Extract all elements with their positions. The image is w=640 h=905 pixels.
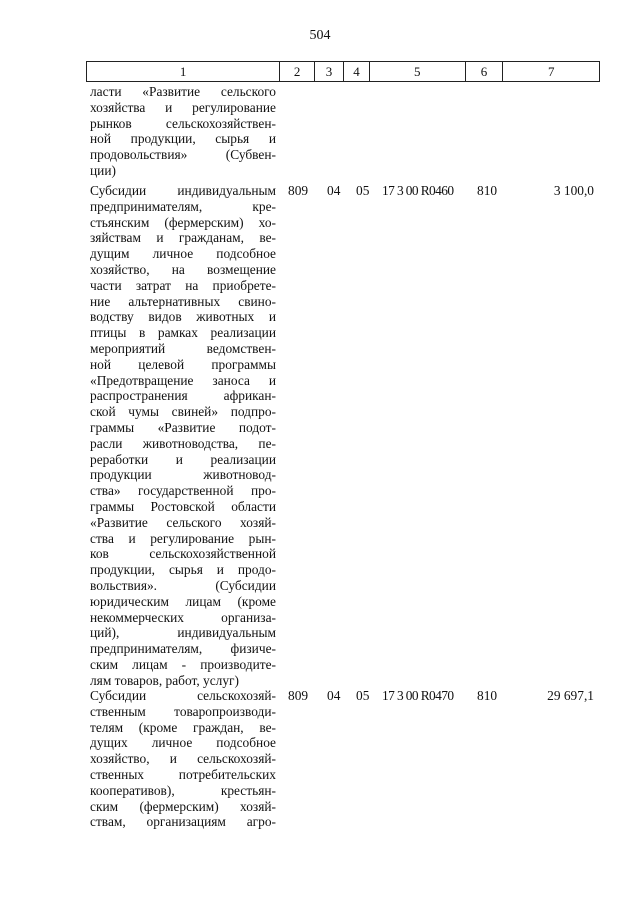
description-line: ние альтернативных свино- — [90, 293, 276, 309]
description-line: граммы Ростовской области — [90, 498, 276, 514]
cell-razdel: 04 — [327, 183, 341, 198]
description-line: Субсидии индивидуальным — [90, 183, 276, 198]
description-line: зяйствам и гражданам, ве- — [90, 230, 276, 246]
header-col-7: 7 — [547, 63, 555, 79]
description-line: хозяйства и регулирование — [90, 99, 276, 115]
header-col-4: 4 — [344, 62, 370, 81]
cell-glava: 809 — [288, 688, 309, 703]
header-col-1: 1 — [87, 62, 280, 81]
description-line: хозяйство, на возмещение — [90, 261, 276, 277]
description-line: юридическим лицам (кроме — [90, 593, 276, 609]
description-line: реработки и реализации — [90, 451, 276, 467]
description-line: птицы в рамках реализации — [90, 325, 276, 341]
description-line: дущим личное подсобное — [90, 246, 276, 262]
description-line: распространения африкан- — [90, 388, 276, 404]
row-description — [90, 183, 276, 689]
cell-celevaya-statya: 17 3 00 R0470 — [382, 688, 454, 703]
description-line: продовольствия» (Субвен- — [90, 147, 276, 163]
description-line: ственным товаропроизводи- — [90, 703, 276, 719]
description-line: ства и регулирование рын- — [90, 530, 276, 546]
description-line: дущих личное подсобное — [90, 735, 276, 751]
description-line: Субсидии сельскохозяй- — [90, 688, 276, 703]
description-line: части затрат на приобрете- — [90, 277, 276, 293]
description-line: «Развитие сельского хозяй- — [90, 514, 276, 530]
row-description — [90, 84, 276, 179]
description-line: хозяйство, и сельскохозяй- — [90, 751, 276, 767]
cell-vid-rashodov: 810 — [477, 183, 498, 198]
description-line: ским лицам - производите- — [90, 656, 276, 672]
description-line: вольствия». (Субсидии — [90, 577, 276, 593]
table-header — [86, 61, 600, 82]
cell-celevaya-statya: 17 3 00 R0460 — [382, 183, 454, 198]
description-line: ной продукции, сырья и — [90, 131, 276, 147]
description-line: предпринимателям, кре- — [90, 198, 276, 214]
cell-glava: 809 — [288, 183, 309, 198]
description-line: водству видов животных и — [90, 309, 276, 325]
description-line: кооперативов), крестьян- — [90, 782, 276, 798]
header-col-3: 3 — [315, 62, 344, 81]
header-col-6: 6 — [466, 62, 504, 81]
description-line: ков сельскохозяйственной — [90, 546, 276, 562]
cell-podrazdel: 05 — [356, 183, 370, 198]
cell-vid-rashodov: 810 — [477, 688, 498, 703]
description-line: некоммерческих организа- — [90, 609, 276, 625]
description-line: «Предотвращение заноса и — [90, 372, 276, 388]
description-line: расли животноводства, пе- — [90, 435, 276, 451]
row-description — [90, 688, 276, 830]
page-number: 504 — [309, 28, 331, 43]
cell-summa: 3 100,0 — [553, 183, 594, 198]
header-col-5: 5 — [370, 62, 466, 81]
description-line: ственных потребительских — [90, 766, 276, 782]
description-line: продукции животновод- — [90, 467, 276, 483]
description-line: ской чумы свиней» подпро- — [90, 404, 276, 420]
description-line: ства» государственной про- — [90, 483, 276, 499]
description-line: ции) — [90, 162, 116, 178]
header-col-2: 2 — [280, 62, 315, 81]
description-line: мероприятий ведомствен- — [90, 340, 276, 356]
description-line: ласти «Развитие сельского — [90, 84, 276, 99]
description-line: ским (фермерским) хозяй- — [90, 798, 276, 814]
description-line: лям товаров, работ, услуг) — [90, 672, 240, 688]
description-line: предпринимателям, физиче- — [90, 641, 276, 657]
cell-summa: 29 697,1 — [547, 688, 594, 703]
description-line: ций), индивидуальным — [90, 625, 276, 641]
description-line: продукции, сырья и продо- — [90, 562, 276, 578]
cell-podrazdel: 05 — [356, 688, 370, 703]
description-line: ствам, организациям агро- — [90, 814, 276, 830]
description-line: стьянским (фермерским) хо- — [90, 214, 276, 230]
description-line: рынков сельскохозяйствен- — [90, 115, 276, 131]
description-line: граммы «Развитие подот- — [90, 419, 276, 435]
description-line: телям (кроме граждан, ве- — [90, 719, 276, 735]
cell-razdel: 04 — [327, 688, 341, 703]
description-line: ной целевой программы — [90, 356, 276, 372]
